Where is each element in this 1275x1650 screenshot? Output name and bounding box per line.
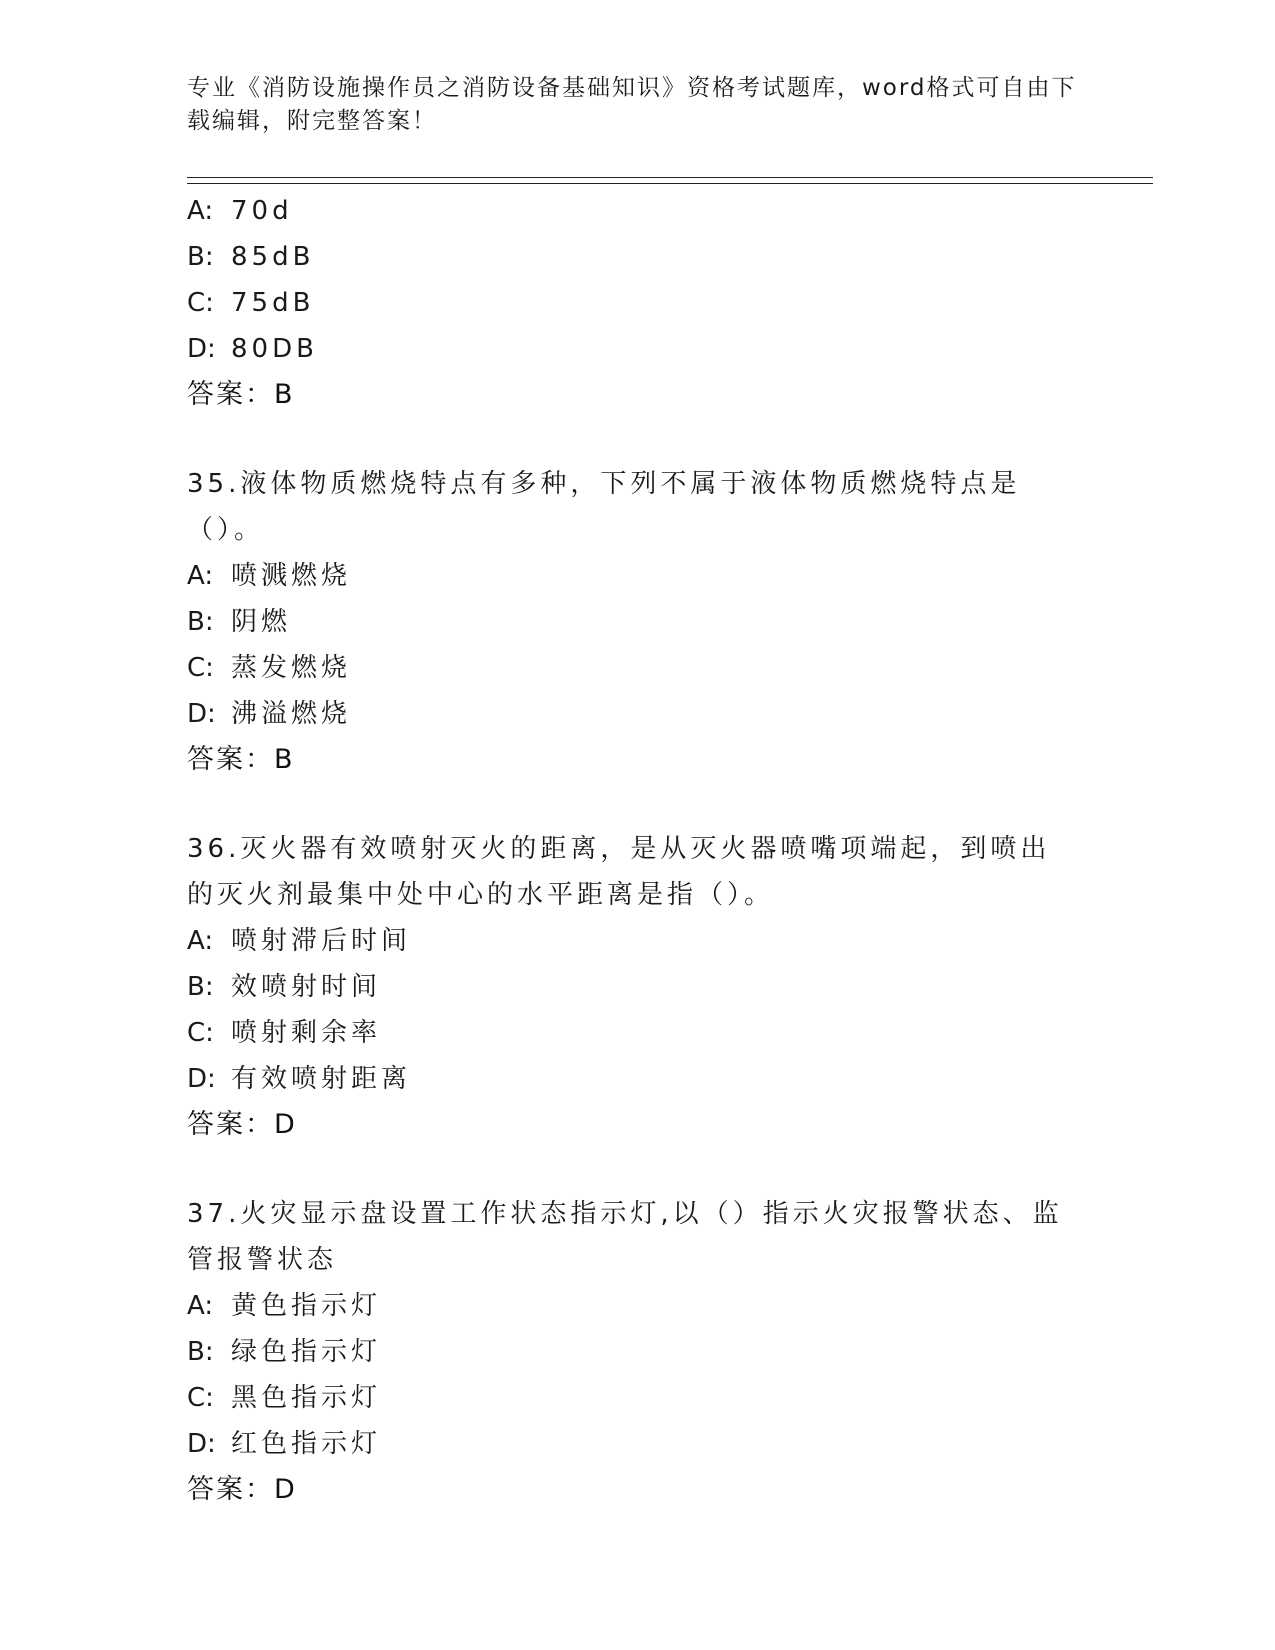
header-rule-bottom — [187, 183, 1153, 184]
option-c: C: 75dB — [187, 288, 315, 318]
option-d: D: 红色指示灯 — [187, 1429, 382, 1459]
answer-text: 答案：D — [187, 1109, 297, 1140]
option-c: C: 蒸发燃烧 — [187, 653, 352, 683]
option-a: A: 70d — [187, 196, 293, 226]
option-d: D: 沸溢燃烧 — [187, 699, 352, 729]
option-d: D: 80DB — [187, 334, 318, 364]
document-header: 专业《消防设施操作员之消防设备基础知识》资格考试题库，word格式可自由下载编辑，附完整答案！ — [187, 75, 1077, 134]
question-block — [187, 1191, 1087, 1513]
question-block — [187, 826, 1087, 1148]
question-stem: 36.灭火器有效喷射灭火的距离，是从灭火器喷嘴项端起，到喷出的灭火剂最集中处中心的水平距离是指（）。 — [187, 834, 1051, 910]
option-a: A: 黄色指示灯 — [187, 1291, 382, 1321]
option-d: D: 有效喷射距离 — [187, 1064, 412, 1094]
answer-text: 答案：B — [187, 379, 295, 410]
option-b: B: 效喷射时间 — [187, 972, 382, 1002]
option-c: C: 黑色指示灯 — [187, 1383, 382, 1413]
option-b: B: 阴燃 — [187, 607, 292, 637]
question-stem: 35.液体物质燃烧特点有多种，下列不属于液体物质燃烧特点是（）。 — [187, 469, 1021, 545]
question-list — [187, 188, 1087, 1513]
option-b: B: 绿色指示灯 — [187, 1337, 382, 1367]
question-stem: 37.火灾显示盘设置工作状态指示灯,以（）指示火灾报警状态、监管报警状态 — [187, 1199, 1063, 1275]
question-block — [187, 461, 1087, 783]
option-a: A: 喷溅燃烧 — [187, 561, 352, 591]
question-block — [187, 188, 1087, 418]
option-a: A: 喷射滞后时间 — [187, 926, 412, 956]
answer-text: 答案：D — [187, 1474, 297, 1505]
option-b: B: 85dB — [187, 242, 315, 272]
answer-text: 答案：B — [187, 744, 295, 775]
option-c: C: 喷射剩余率 — [187, 1018, 382, 1048]
header-rule-top — [187, 177, 1153, 178]
